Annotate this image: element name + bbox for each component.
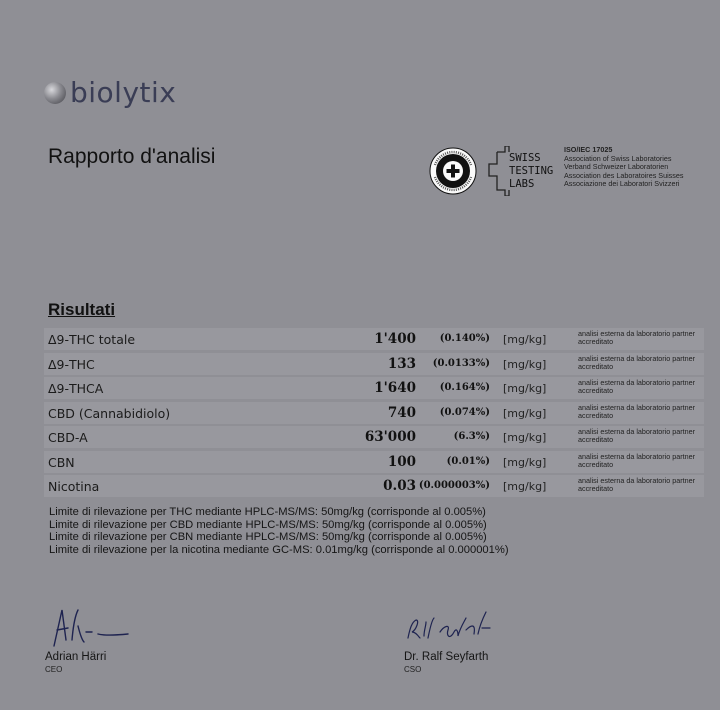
analyte-name: CBD (Cannabidiolo) <box>48 405 171 421</box>
limit-line: Limite di rilevazione per CBN mediante HPLC-MS/MS: 50mg/kg (corrisponde al 0.005%) <box>49 531 487 544</box>
table-row <box>44 328 704 350</box>
analyte-percent: (0.164%) <box>439 382 490 393</box>
analyte-percent: (6.3%) <box>453 431 490 442</box>
sts-line: LABS <box>509 178 535 190</box>
analyte-value: 740 <box>387 404 416 421</box>
analyte-note: analisi esterna da laboratorio partner accreditato <box>578 451 696 469</box>
analyte-name: CBN <box>48 454 75 470</box>
cso-signature-block <box>404 651 488 674</box>
analyte-unit: [mg/kg] <box>503 382 547 395</box>
analyte-value: 133 <box>387 355 416 372</box>
analyte-unit: [mg/kg] <box>503 455 547 469</box>
detection-limits <box>49 506 509 556</box>
analyte-note: analisi esterna da laboratorio partner accreditato <box>578 476 696 494</box>
results-table <box>44 328 704 500</box>
iso-line: Associazione dei Laboratori Svizzeri <box>564 179 680 189</box>
analyte-name: Δ9-THC <box>48 356 95 372</box>
analyte-percent: (0.140%) <box>439 333 490 344</box>
ceo-name: Adrian Härri <box>45 651 107 663</box>
analyte-percent: (0.074%) <box>439 406 490 418</box>
cso-role: CSO <box>404 665 422 674</box>
sts-line: SWISS <box>509 152 541 164</box>
analyte-note: analisi esterna da laboratorio partner accreditato <box>578 353 696 371</box>
analyte-note: analisi esterna da laboratorio partner accreditato <box>578 427 696 445</box>
limit-line: Limite di rilevazione per CBD mediante HPLC-MS/MS: 50mg/kg (corrisponde al 0.005%) <box>49 518 487 531</box>
analyte-unit: [mg/kg] <box>503 333 547 346</box>
analyte-name: CBD-A <box>48 430 88 445</box>
table-row <box>44 353 704 375</box>
page-title: Rapporto d'analisi <box>48 145 216 168</box>
iso-line: Verband Schweizer Laboratorien <box>564 162 669 172</box>
analyte-percent: (0.0133%) <box>432 357 490 369</box>
swiss-testing-labs-text <box>509 152 553 191</box>
cso-handwritten-signature-icon <box>404 608 494 648</box>
iso-line: ISO/IEC 17025 <box>564 145 613 154</box>
analyte-name: Δ9-THC totale <box>48 332 136 347</box>
table-row <box>44 377 704 399</box>
iso-accreditation-text <box>564 146 683 189</box>
analyte-value: 1'640 <box>374 380 416 396</box>
limit-line: Limite di rilevazione per la nicotina mediante GC-MS: 0.01mg/kg (corrisponde al 0.000001%) <box>49 543 509 556</box>
analyte-note: analisi esterna da laboratorio partner accreditato <box>578 378 696 396</box>
iso-line: Association of Swiss Laboratories <box>564 153 672 163</box>
limit-line: Limite di rilevazione per THC mediante HPLC-MS/MS: 50mg/kg (corrisponde al 0.005%) <box>49 506 486 518</box>
analyte-unit: [mg/kg] <box>503 357 547 371</box>
analyte-value: 0.03 <box>383 478 416 494</box>
biolytix-logo <box>44 76 176 109</box>
table-row <box>44 402 704 424</box>
cso-name: Dr. Ralf Seyfarth <box>404 651 489 663</box>
ceo-signature-block <box>45 651 106 674</box>
ceo-role: CEO <box>45 665 63 674</box>
iso-line: Association des Laboratoires Suisses <box>564 170 684 180</box>
table-row <box>44 475 704 497</box>
ceo-handwritten-signature-icon <box>48 606 132 650</box>
logo-text: biolytix <box>70 76 177 109</box>
analyte-name: Nicotina <box>48 479 100 494</box>
analyte-unit: [mg/kg] <box>503 480 547 493</box>
sts-line: TESTING <box>509 165 554 177</box>
table-row <box>44 426 704 448</box>
analyte-value: 100 <box>387 453 416 470</box>
analyte-note: analisi esterna da laboratorio partner accreditato <box>578 329 696 347</box>
swiss-accreditation-seal-icon <box>429 147 477 195</box>
table-row <box>44 451 704 473</box>
analyte-name: Δ9-THCA <box>48 381 104 396</box>
analyte-unit: [mg/kg] <box>503 406 547 420</box>
logo-sphere-icon <box>44 82 66 104</box>
analyte-value: 63'000 <box>364 429 416 445</box>
analyte-unit: [mg/kg] <box>503 431 547 444</box>
analyte-percent: (0.01%) <box>446 455 490 467</box>
analyte-percent: (0.000003%) <box>418 480 490 491</box>
analyte-value: 1'400 <box>374 331 416 347</box>
results-heading: Risultati <box>48 300 116 319</box>
analyte-note: analisi esterna da laboratorio partner accreditato <box>578 402 696 420</box>
